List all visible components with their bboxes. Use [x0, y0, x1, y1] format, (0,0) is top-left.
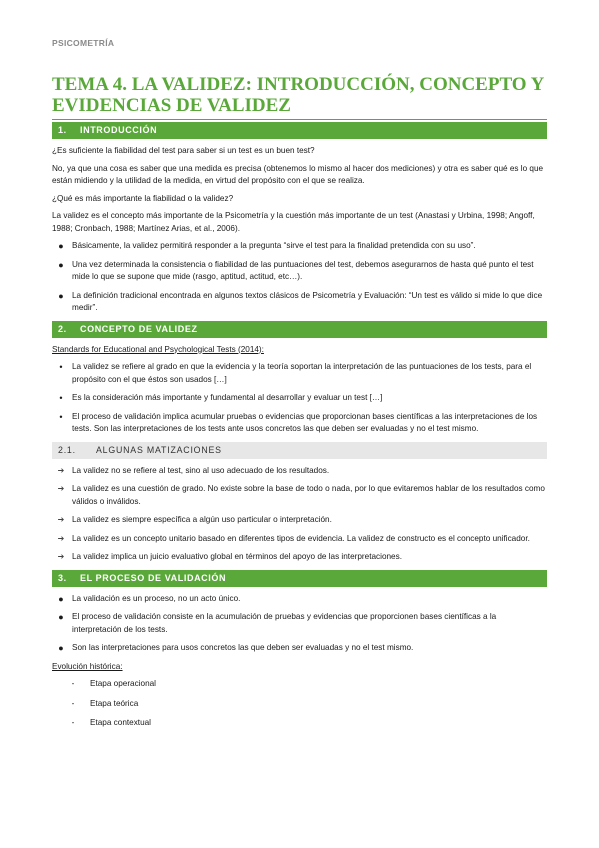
- standards-reference: Standards for Educational and Psychological Tests (2014):: [52, 344, 264, 354]
- list-item: - Etapa teórica: [52, 698, 547, 711]
- question-paragraph: ¿Es suficiente la fiabilidad del test para saber si un test es un buen test?: [52, 146, 315, 155]
- list-item: ➔ La validez es un concepto unitario basado en diferentes tipos de evidencia. La validez de constructo es el concepto unificador.: [52, 533, 547, 546]
- bullet-icon: ●: [58, 290, 64, 301]
- list-item: ● La validación es un proceso, no un acto único.: [52, 593, 547, 606]
- body-paragraph: No, ya que una cosa es saber que una medida es precisa (obtenemos lo mismo al hacer dos mediciones) y otra es saber qué es lo que están midiendo y la utilidad de la medida, en virtud del propósito con el que se realiza.: [52, 163, 544, 185]
- bullet-list: [52, 240, 547, 315]
- section-number: 1.: [58, 125, 67, 135]
- list-item: ➔ La validez implica un juicio evaluativo global en términos del apoyo de las interpretaciones.: [52, 551, 547, 564]
- bullet-list: [52, 593, 547, 655]
- list-item: • El proceso de validación implica acumular pruebas o evidencias que proporcionan bases científicas a las interpretaciones de los tests. Son las interpretaciones de los tests ante usos concretos las que deben ser evaluadas y no el test mismo.: [52, 411, 547, 436]
- list-item: ● El proceso de validación consiste en la acumulación de pruebas y evidencias que proporcionen bases científicas a la interpretación de los tests.: [52, 611, 547, 636]
- subsection-number: 2.1.: [58, 444, 76, 455]
- bullet-icon: •: [59, 411, 63, 422]
- document-content: [52, 122, 547, 737]
- subsection-title: ALGUNAS MATIZACIONES: [96, 444, 222, 455]
- list-item: ➔ La validez no se refiere al test, sino al uso adecuado de los resultados.: [52, 465, 547, 478]
- bullet-icon: ●: [58, 593, 64, 604]
- list-item: - Etapa contextual: [52, 717, 547, 730]
- bullet-icon: ●: [58, 643, 64, 653]
- arrow-bullet-icon: ➔: [57, 465, 65, 475]
- arrow-bullet-icon: ➔: [57, 484, 65, 493]
- list-item: • La validez se refiere al grado en que la evidencia y la teoría soportan la interpretación de las puntuaciones de los tests, para el propósito con el que éstos son usados […]: [52, 361, 547, 386]
- list-item: ● Una vez determinada la consistencia o fiabilidad de las puntuaciones del test, debemos asegurarnos de hasta qué punto el test mide lo que se supone que mide (rasgo, aptitud, actitud, etc…).: [52, 259, 547, 284]
- list-item: ➔ La validez es una cuestión de grado. No existe sobre la base de todo o nada, por lo que evitaremos hablar de los resultados como válidos o inválidos.: [57, 484, 545, 506]
- arrow-bullet-icon: ➔: [57, 552, 65, 561]
- evolution-heading: Evolución histórica:: [52, 661, 123, 671]
- bullet-icon: ●: [58, 612, 64, 622]
- arrow-list: [52, 465, 547, 564]
- list-item: ● Básicamente, la validez permitirá responder a la pregunta “sirve el test para la finalidad pretendida con su uso”.: [52, 240, 547, 253]
- section-heading-proceso: [52, 570, 547, 587]
- dash-bullet-icon: -: [71, 679, 75, 688]
- arrow-bullet-icon: ➔: [57, 515, 65, 524]
- subsection-heading-matizaciones: [52, 442, 547, 459]
- dash-bullet-icon: -: [71, 718, 75, 727]
- list-item: • Es la consideración más importante y fundamental al desarrollar y evaluar un test […]: [52, 392, 547, 405]
- bullet-icon: ●: [58, 259, 64, 270]
- list-item: ➔ La validez es siempre específica a algún uso particular o interpretación.: [52, 514, 547, 527]
- question-paragraph: ¿Qué es más importante la fiabilidad o la validez?: [52, 193, 234, 203]
- dash-bullet-icon: -: [71, 698, 75, 708]
- body-paragraph: La validez es el concepto más importante de la Psicometría y la cuestión más importante de un test (Anastasi y Urbina, 1998; Angoff, 1988; Cronbach, 1988; Martínez Arias, et al., 2006).: [52, 211, 535, 233]
- section-heading-concepto: [52, 321, 547, 338]
- section-title: INTRODUCCIÓN: [80, 125, 158, 135]
- dash-list: [52, 678, 547, 730]
- section-title: EL PROCESO DE VALIDACIÓN: [80, 572, 227, 583]
- bullet-list: [52, 361, 547, 436]
- course-header: PSICOMETRÍA: [52, 38, 115, 48]
- bullet-icon: •: [59, 393, 63, 403]
- list-item: ● La definición tradicional encontrada en algunos textos clásicos de Psicometría y Evaluación: “Un test es válido si mide lo que dice medir”.: [52, 290, 547, 315]
- section-title: CONCEPTO DE VALIDEZ: [80, 323, 198, 334]
- arrow-bullet-icon: ➔: [57, 533, 65, 543]
- section-heading-introduccion: [52, 122, 547, 139]
- page-title: TEMA 4. LA VALIDEZ: INTRODUCCIÓN, CONCEPTO Y EVIDENCIAS DE VALIDEZ: [52, 74, 547, 120]
- bullet-icon: ●: [58, 241, 64, 251]
- section-number: 3.: [58, 572, 67, 583]
- section-number: 2.: [58, 323, 67, 334]
- bullet-icon: •: [59, 362, 63, 372]
- list-item: ● Son las interpretaciones para usos concretos las que deben ser evaluadas y no el test mismo.: [52, 642, 547, 655]
- list-item: - Etapa operacional: [52, 678, 547, 691]
